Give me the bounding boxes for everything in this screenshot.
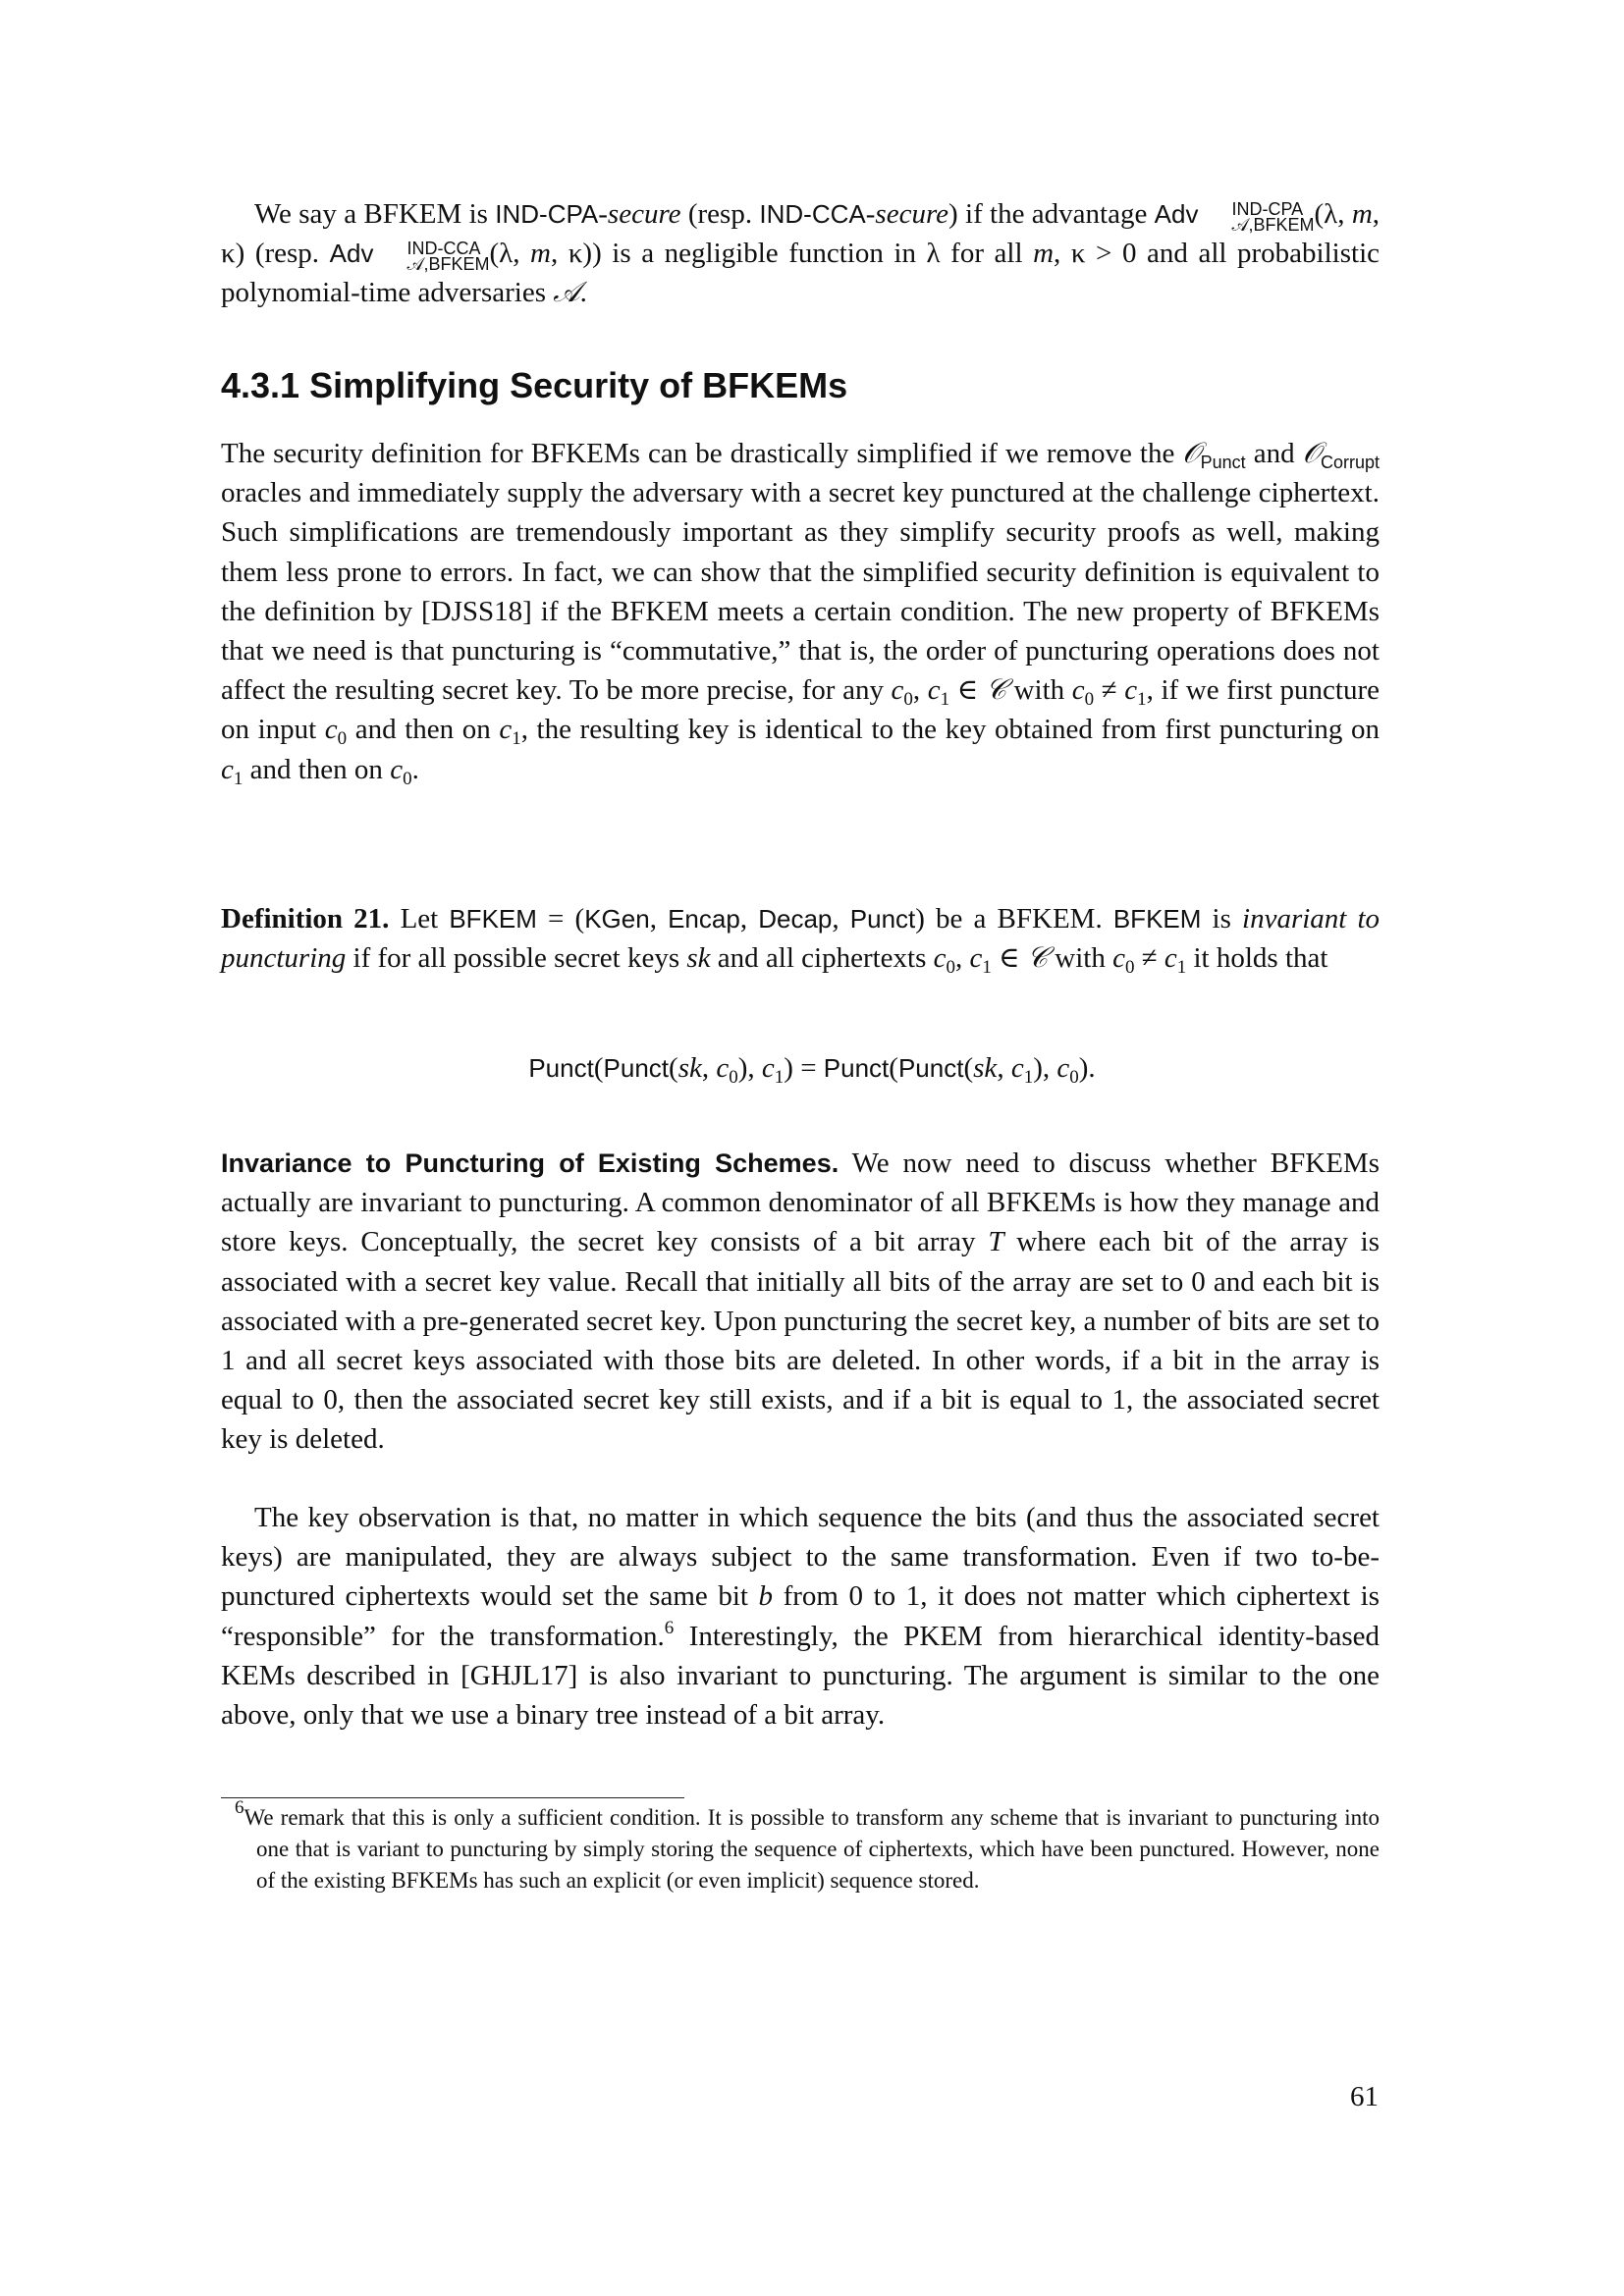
text-segment: BFKEM [449,904,537,934]
text-segment: - [865,198,876,230]
text-segment: Punct [603,1053,670,1083]
text-segment: , if we first puncture on input [221,674,1380,746]
text-segment: (λ, [489,238,531,270]
text-segment: c [1124,674,1138,707]
text-segment: invariant to puncturing [221,903,1380,975]
text-segment: (λ, [1314,198,1352,230]
text-segment: Adv [329,239,374,269]
text-segment: 0 [1124,957,1135,979]
text-segment: and all ciphertexts [710,942,934,975]
text-segment: c [390,753,404,785]
text-segment: ( [593,1052,604,1084]
text-segment: 0 [903,689,913,711]
text-segment: Punct [823,1053,890,1083]
text-segment: 𝒜 [553,277,580,309]
text-segment: 𝒞 [985,674,1006,707]
text-segment: m [530,238,551,270]
text-segment: Adv [1154,199,1199,229]
text-segment: Punct [1200,453,1246,472]
text-segment: 0 [1069,1067,1079,1088]
text-segment: 0 [403,768,412,789]
text-segment: 0 [729,1067,738,1088]
text-segment: IND-CPA [495,199,599,229]
text-segment: it holds that [1186,942,1328,975]
text-segment: m [1033,238,1055,270]
text-segment: c [1071,674,1085,707]
text-segment: c [1164,942,1177,975]
text-segment: Corrupt [1320,453,1380,472]
text-segment: (resp. [680,198,760,230]
text-segment: ( [963,1052,974,1084]
text-segment: = ( [536,903,585,934]
text-segment: 6 [235,1797,244,1818]
text-segment: Punct [897,1053,964,1083]
text-segment: where each bit of the array is associated with a secret key value. Recall that initially all bits of the array are set to 0 and each bit is associated with a pre-generated secret key. Upon puncturing the secret key, a number of bits are set to 1 and all secret keys associated with those bits are deleted. In other words, if a bit in the array is equal to 0, then the associated secret key still exists, and if a bit is equal to 1, the associated secret key is deleted. [221,1226,1380,1456]
text-segment: 1 [233,768,244,789]
text-segment: 1 [1023,1067,1034,1088]
text-segment: Punct [528,1053,594,1083]
text-segment: c [969,942,983,975]
subscript: 𝒜,BFKEM [1231,215,1315,235]
text-segment: c [1056,1052,1070,1084]
text-segment: c [1112,942,1125,975]
text-segment: Decap [758,904,833,934]
text-segment: We say a BFKEM is [254,198,496,230]
text-segment: secure [607,198,681,230]
text-segment: ) if the advantage [948,198,1155,230]
text-segment: 1 [1176,957,1187,979]
text-segment: ). [1078,1052,1096,1084]
section-heading: 4.3.1 Simplifying Security of BFKEMs [221,365,848,405]
text-segment: Interestingly, the PKEM from hierarchical identity-based KEMs described in [GHJL17] is also invariant to puncturing. The argument is similar to the one above, only that we use a binary tree instead of a bit array. [221,1620,1380,1732]
text-segment: Encap [668,904,740,934]
text-segment: ≠ [1134,942,1164,975]
text-segment: IND-CCA [759,199,866,229]
text-segment: c [933,942,947,975]
text-segment: sk [686,942,711,975]
text-segment: sk [677,1052,702,1084]
text-segment: ) = [784,1052,824,1084]
text-segment: 1 [982,957,992,979]
text-segment: , the resulting key is identical to the key obtained from first puncturing on [520,714,1380,746]
text-segment: ) be a BFKEM. [915,903,1113,934]
subscript: 𝒜,BFKEM [406,254,490,275]
text-segment: and [1245,438,1303,469]
sup-sub-stack [373,239,490,275]
superscript: IND-CPA [1231,199,1304,219]
text-segment: ), [1033,1052,1057,1084]
text-segment: c [499,714,513,746]
text-segment: is [1201,903,1243,934]
equation-punct-invariance [0,1052,1624,1088]
text-segment: c [221,753,234,785]
text-segment: , [649,903,669,934]
definition-21 [221,899,1380,978]
text-segment: , [739,903,759,934]
text-segment: with [1006,674,1072,707]
text-segment: We remark that this is only a sufficient condition. It is possible to transform any scheme that is invariant to puncturing into one that is variant to puncturing by simply storing the sequence of ciphertexts, which have been punctured. However, none of the existing BFKEMs has such an explicit (or even implicit) sequence stored. [244,1805,1380,1893]
text-segment: The security definition for BFKEMs can be drastically simplified if we remove the [221,438,1183,469]
text-segment: ∈ [991,942,1027,975]
sup-sub-stack [1198,201,1314,233]
text-segment: if for all possible secret keys [346,942,687,975]
text-segment: 6 [664,1617,675,1638]
text-segment: 𝒪 [1302,438,1321,469]
text-segment: KGen [584,904,650,934]
text-segment: - [598,198,608,230]
paragraph-key-observation [221,1498,1380,1735]
text-segment: ), [737,1052,762,1084]
text-segment: BFKEM [1112,904,1202,934]
text-segment: , [997,1052,1011,1084]
text-segment: 0 [337,728,348,750]
text-segment: m [1351,198,1373,230]
footnote-6 [221,1797,1380,1896]
text-segment: 1 [512,728,521,750]
text-segment: We now need to discuss whether BFKEMs actually are invariant to puncturing. A common denominator of all BFKEMs is how they manage and store keys. Conceptually, the secret key consists of a bit array [221,1148,1380,1258]
text-segment: secure [875,198,949,230]
text-segment: , [955,942,970,975]
text-segment: sk [973,1052,998,1084]
text-segment: oracles and immediately supply the adversary with a secret key punctured at the challenge ciphertext. Such simplifications are tremendously important as they simplify security proofs as well, making them less prone to errors. In fact, we can show that the simplified security definition is equivalent to the definition by [DJSS18] if the BFKEM meets a certain condition. The new property of BFKEMs that we need is that puncturing is “commutative,” that is, the order of puncturing operations does not affect the resulting secret key. To be more precise, for any [221,477,1380,707]
text-segment: , κ) (resp. [221,198,1380,270]
text-segment: Let [389,903,450,934]
text-segment: 0 [1084,689,1095,711]
text-segment: 0 [946,957,956,979]
text-segment: The key observation is that, no matter in which sequence the bits (and thus the associated secret keys) are manipulated, they are always subject to the same transformation. Even if two to-be-punctured ciphertexts would set the same bit [221,1502,1380,1613]
text-segment: 1 [774,1067,785,1088]
text-segment: , [832,903,850,934]
text-segment: . [579,277,587,309]
page-number: 61 [1350,2081,1379,2112]
text-segment: Punct [849,904,916,934]
text-segment: c [716,1052,730,1084]
text-segment: with [1048,942,1113,975]
text-segment: c [1010,1052,1024,1084]
text-segment: , κ > 0 and all probabilistic polynomial-time adversaries [221,238,1380,309]
text-segment: 1 [940,689,950,711]
superscript: IND-CCA [406,239,481,259]
text-segment: and then on [243,753,391,785]
text-segment: and then on [347,714,500,746]
text-segment: 1 [1137,689,1147,711]
text-segment: . [411,753,419,785]
text-segment: , [912,674,928,707]
intro-paragraph [221,194,1380,313]
text-segment: from 0 to 1, it does not matter which ciphertext is “responsible” for the transformation. [221,1580,1380,1652]
text-segment: ≠ [1094,674,1125,707]
text-segment: ( [669,1052,678,1084]
paragraph-invariance [221,1144,1380,1460]
footnote-rule [221,1797,684,1798]
text-segment: Definition 21. [221,903,390,934]
text-segment: Invariance to Puncturing of Existing Schemes. [221,1148,839,1178]
text-segment: c [927,674,941,707]
text-segment: 𝒪 [1182,438,1201,469]
text-segment: c [324,714,338,746]
text-segment: T [988,1226,1004,1258]
text-segment: b [758,1580,774,1613]
text-segment: c [891,674,904,707]
text-segment: , κ)) is a negligible function in λ for all [551,238,1034,270]
paragraph-simplifying [221,434,1380,789]
text-segment: ( [889,1052,898,1084]
text-segment: ∈ [949,674,986,707]
text-segment: 𝒞 [1026,942,1049,975]
text-segment: c [761,1052,775,1084]
text-segment: , [701,1052,717,1084]
